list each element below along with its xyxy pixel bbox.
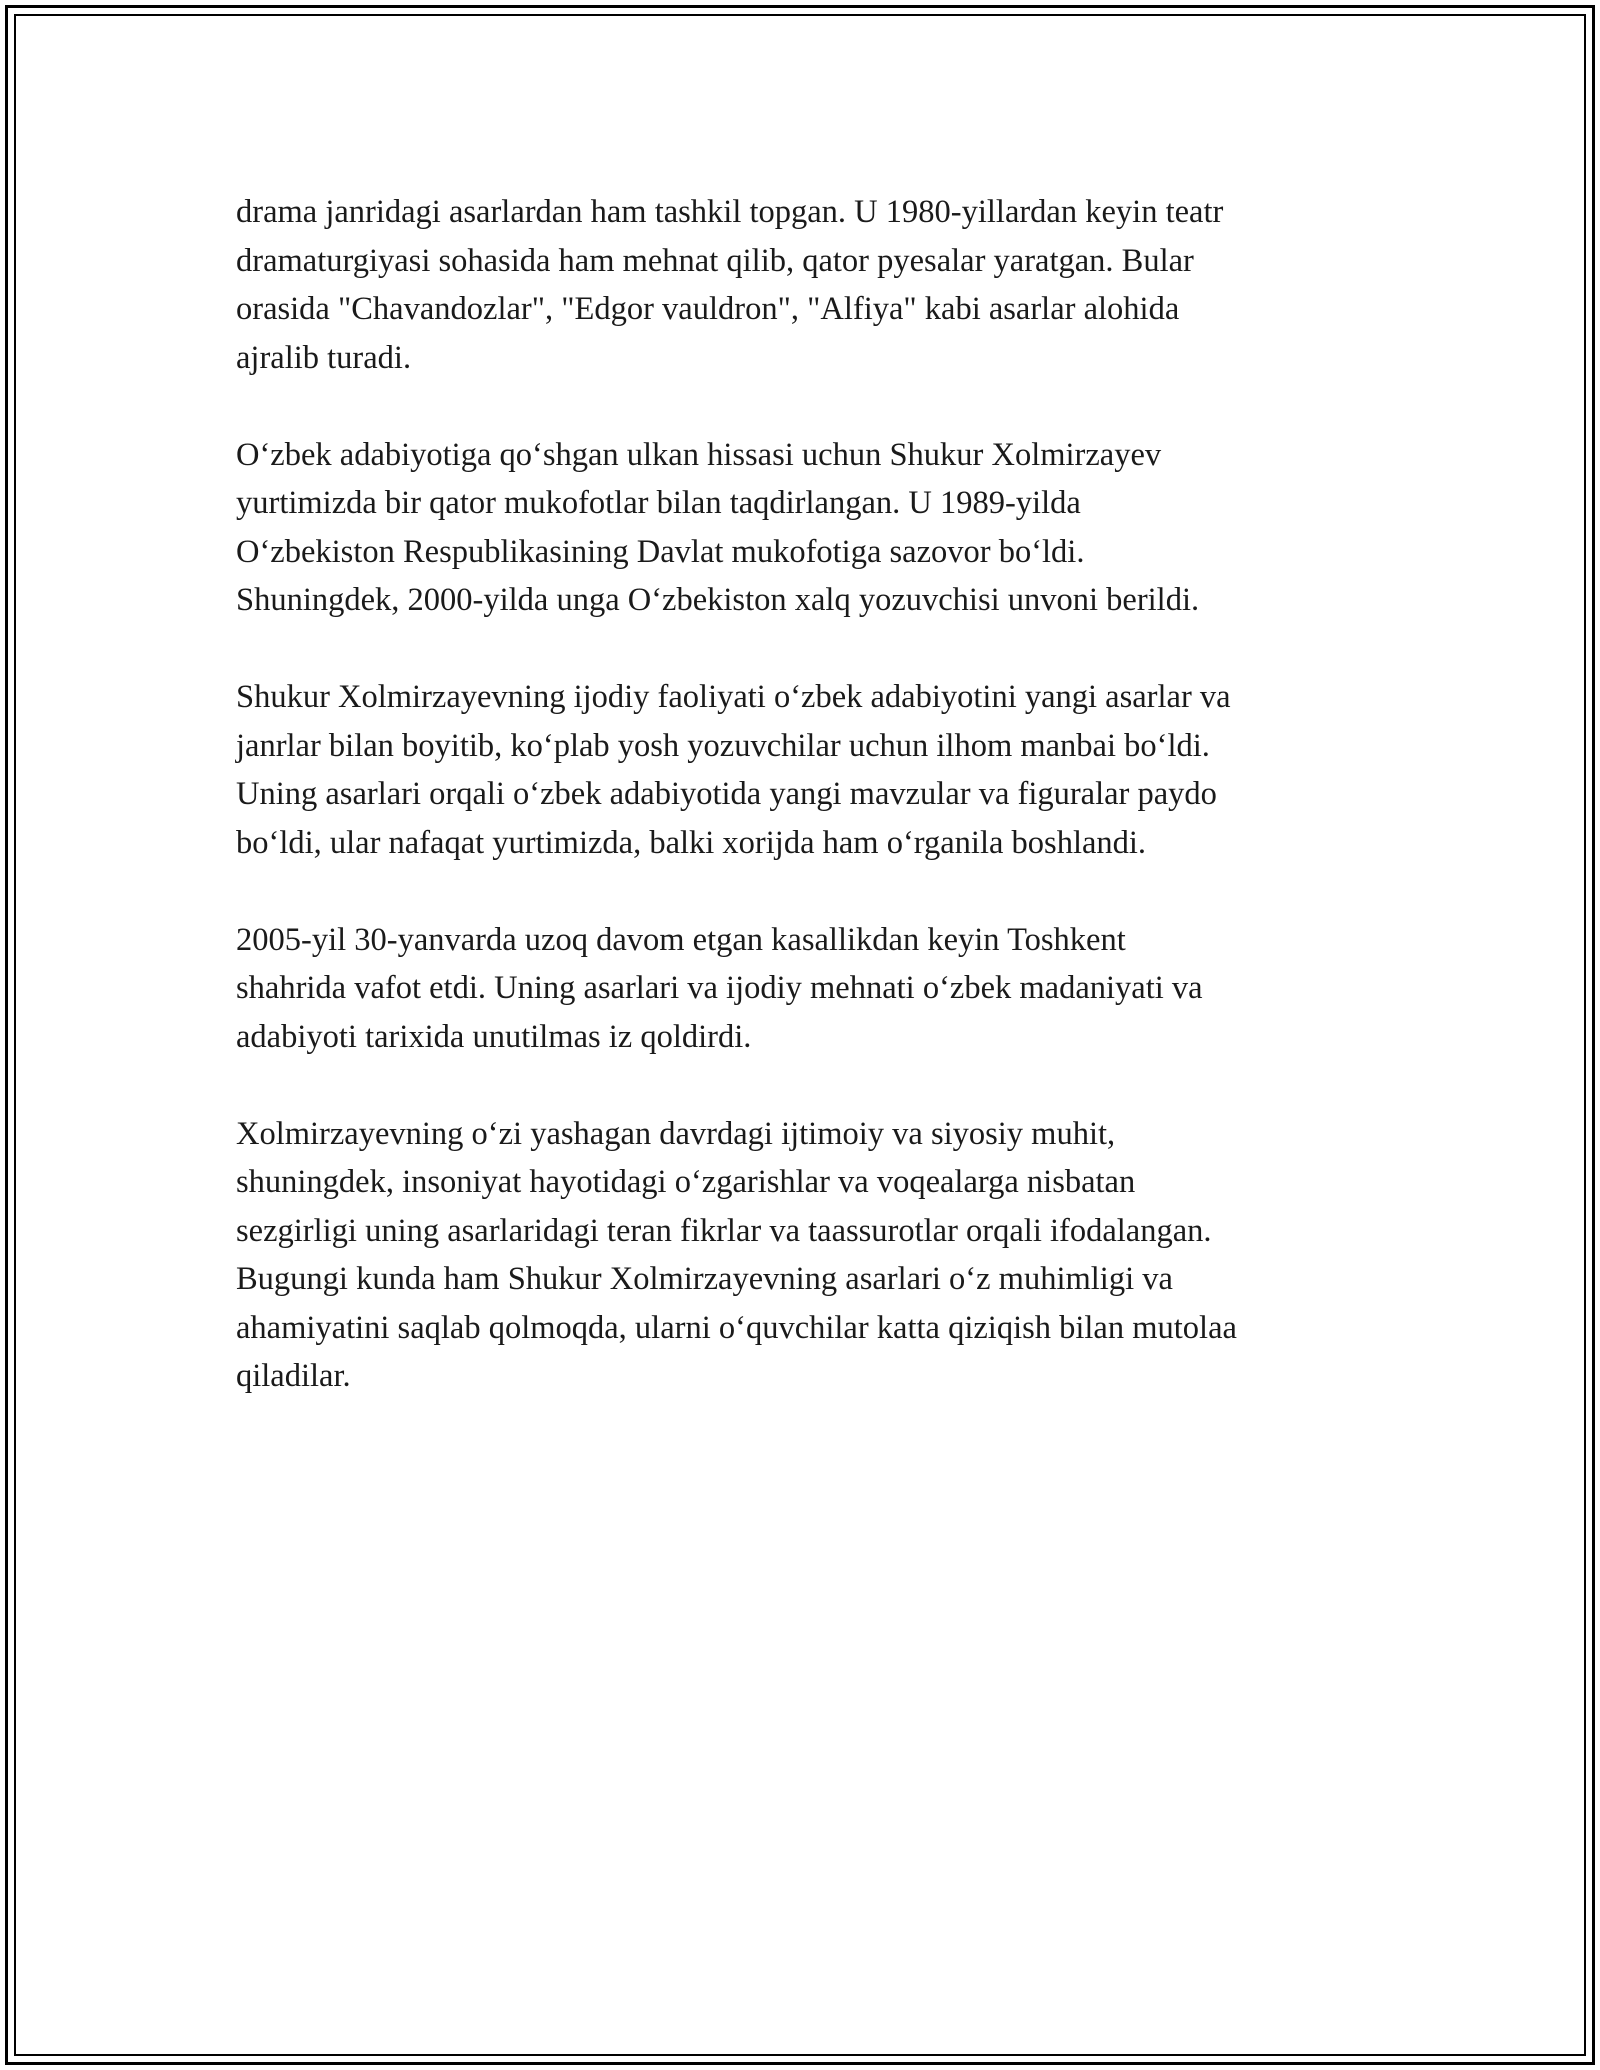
- text-line: Bugungi kunda ham Shukur Xolmirzayevning asarlari o‘z muhimligi va: [236, 1261, 1173, 1297]
- text-line: Shukur Xolmirzayevning ijodiy faoliyati o‘zbek adabiyotini yangi asarlar va: [236, 679, 1231, 715]
- text-line: drama janridagi asarlardan ham tashkil topgan. U 1980-yillardan keyin teatr: [236, 194, 1224, 230]
- text-line: dramaturgiyasi sohasida ham mehnat qilib, qator pyesalar yaratgan. Bular: [236, 242, 1194, 279]
- paragraph-3: [236, 673, 1396, 867]
- text-line: qiladilar.: [236, 1358, 351, 1394]
- paragraph-2: [236, 431, 1396, 625]
- text-line: 2005-yil 30-yanvarda uzoq davom etgan kasallikdan keyin Toshkent: [236, 921, 1126, 958]
- text-line: Shuningdek, 2000-yilda unga O‘zbekiston xalq yozuvchisi unvoni berildi.: [236, 582, 1200, 618]
- text-line: orasida "Chavandozlar", "Edgor vauldron", "Alfiya" kabi asarlar alohida: [236, 291, 1180, 327]
- text-line: adabiyoti tarixida unutilmas iz qoldirdi.: [236, 1018, 752, 1055]
- text-line: bo‘ldi, ular nafaqat yurtimizda, balki xorijda ham o‘rganila boshlandi.: [236, 824, 1147, 861]
- text-line: shuningdek, insoniyat hayotidagi o‘zgarishlar va voqealarga nisbatan: [236, 1164, 1136, 1200]
- text-line: Xolmirzayevning o‘zi yashagan davrdagi ijtimoiy va siyosiy muhit,: [236, 1115, 1116, 1152]
- paragraph-5: [236, 1110, 1396, 1401]
- text-line: Uning asarlari orqali o‘zbek adabiyotida yangi mavzular va figuralar paydo: [236, 776, 1217, 812]
- text-line: janrlar bilan boyitib, ko‘plab yosh yozuvchilar uchun ilhom manbai bo‘ldi.: [236, 727, 1210, 764]
- paragraph-1: [236, 188, 1396, 382]
- document-body: [236, 188, 1396, 1449]
- paragraph-4: [236, 916, 1396, 1062]
- text-line: ajralib turadi.: [236, 339, 412, 376]
- text-line: yurtimizda bir qator mukofotlar bilan taqdirlangan. U 1989-yilda: [236, 485, 1081, 521]
- text-line: sezgirligi uning asarlaridagi teran fikrlar va taassurotlar orqali ifodalangan.: [236, 1212, 1212, 1249]
- text-line: O‘zbekiston Respublikasining Davlat mukofotiga sazovor bo‘ldi.: [236, 533, 1085, 570]
- text-line: shahrida vafot etdi. Uning asarlari va ijodiy mehnati o‘zbek madaniyati va: [236, 970, 1203, 1006]
- text-line: ahamiyatini saqlab qolmoqda, ularni o‘quvchilar katta qiziqish bilan mutolaa: [236, 1309, 1237, 1346]
- text-line: O‘zbek adabiyotiga qo‘shgan ulkan hissasi uchun Shukur Xolmirzayev: [236, 436, 1162, 473]
